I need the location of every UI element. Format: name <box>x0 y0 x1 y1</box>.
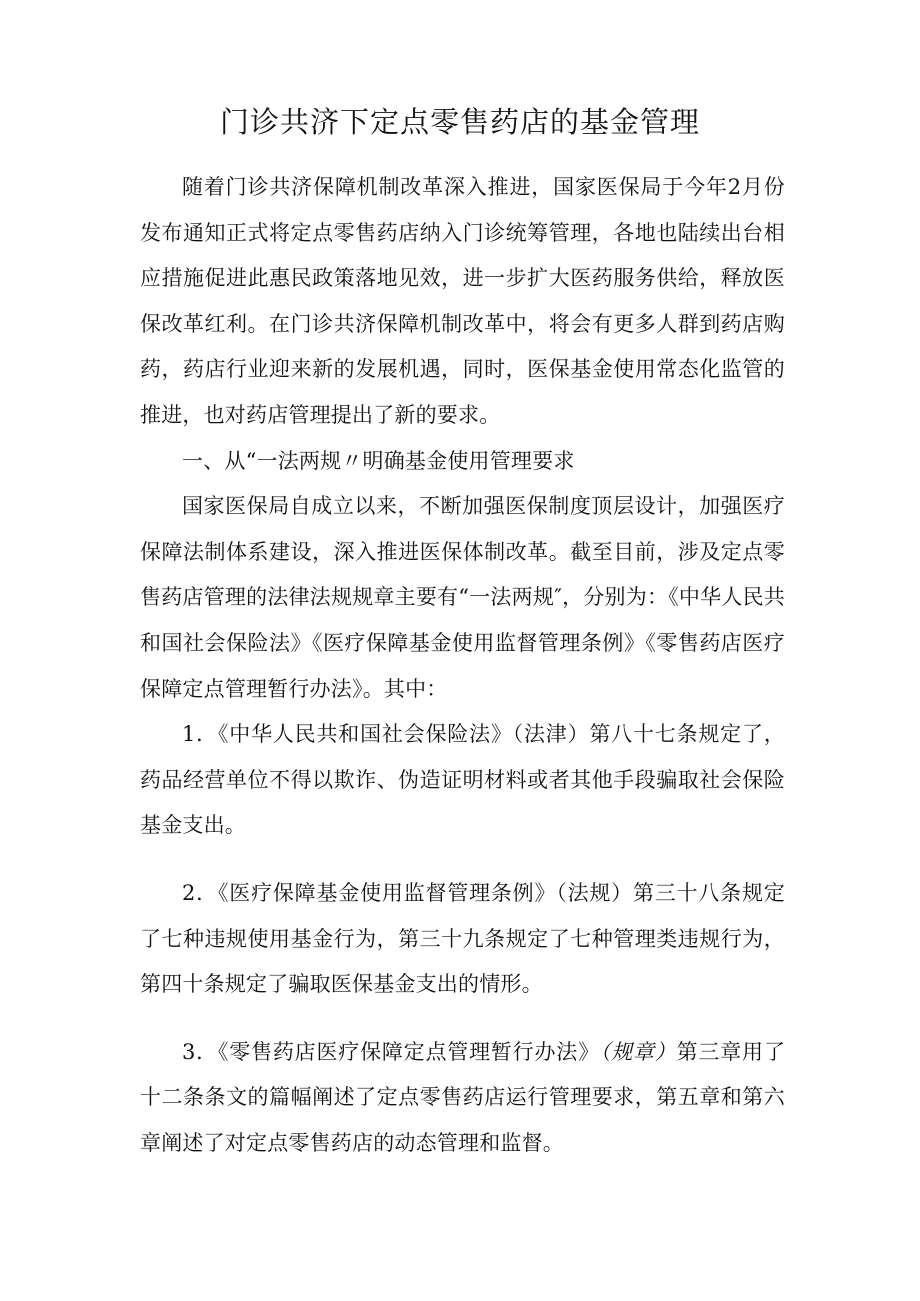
list-item-fund-regulation: 2．《医疗保障基金使用监督管理条例》（法规）第三十八条规定了七种违规使用基金行为，第三十九条规定了七种管理类违规行为，第四十条规定了骗取医保基金支出的情形。 <box>140 880 785 997</box>
document-body <box>140 165 785 1166</box>
section-heading-one: 一、从“一法两规〃明确基金使用管理要求 <box>182 448 575 473</box>
list-item-pharmacy-measures-italic: （规章） <box>599 1039 677 1064</box>
list-item-pharmacy-measures-before: 3．《零售药店医疗保障定点管理暂行办法》 <box>182 1039 600 1064</box>
list-item-pharmacy-measures-after: 第三章用了十二条条文的篇幅阐述了定点零售药店运行管理要求，第五章和第六章阐述了对定点零售药店的动态管理和监督。 <box>140 1039 786 1155</box>
paragraph-intro: 随着门诊共济保障机制改革深入推进，国家医保局于今年2月份发布通知正式将定点零售药店纳入门诊统筹管理，各地也陆续出台相应措施促进此惠民政策落地见效，进一步扩大医药服务供给，释放医保改革红利。在门诊共济保障机制改革中，将会有更多人群到药店购药，药店行业迎来新的发展机遇，同时，医保基金使用常态化监管的推进，也对药店管理提出了新的要求。 <box>140 175 785 427</box>
list-item-social-insurance-law: 1．《中华人民共和国社会保险法》（法津）第八十七条规定了，药品经营单位不得以欺诈、伪造证明材料或者其他手段骗取社会保险基金支出。 <box>140 722 785 838</box>
list-item-pharmacy-measures <box>140 1030 785 1167</box>
document-title: 门诊共济下定点零售药店的基金管理 <box>219 105 700 139</box>
paragraph-regulations: 国家医保局自成立以来，不断加强医保制度顶层设计，加强医疗保障法制体系建设，深入推进医保体制改革。截至目前，涉及定点零售药店管理的法律法规规章主要有“一法两规″，分别为：《中华人民共和国社会保险法》《医疗保障基金使用监督管理条例》《零售药店医疗保障定点管理暂行办法》。其中： <box>140 494 785 701</box>
